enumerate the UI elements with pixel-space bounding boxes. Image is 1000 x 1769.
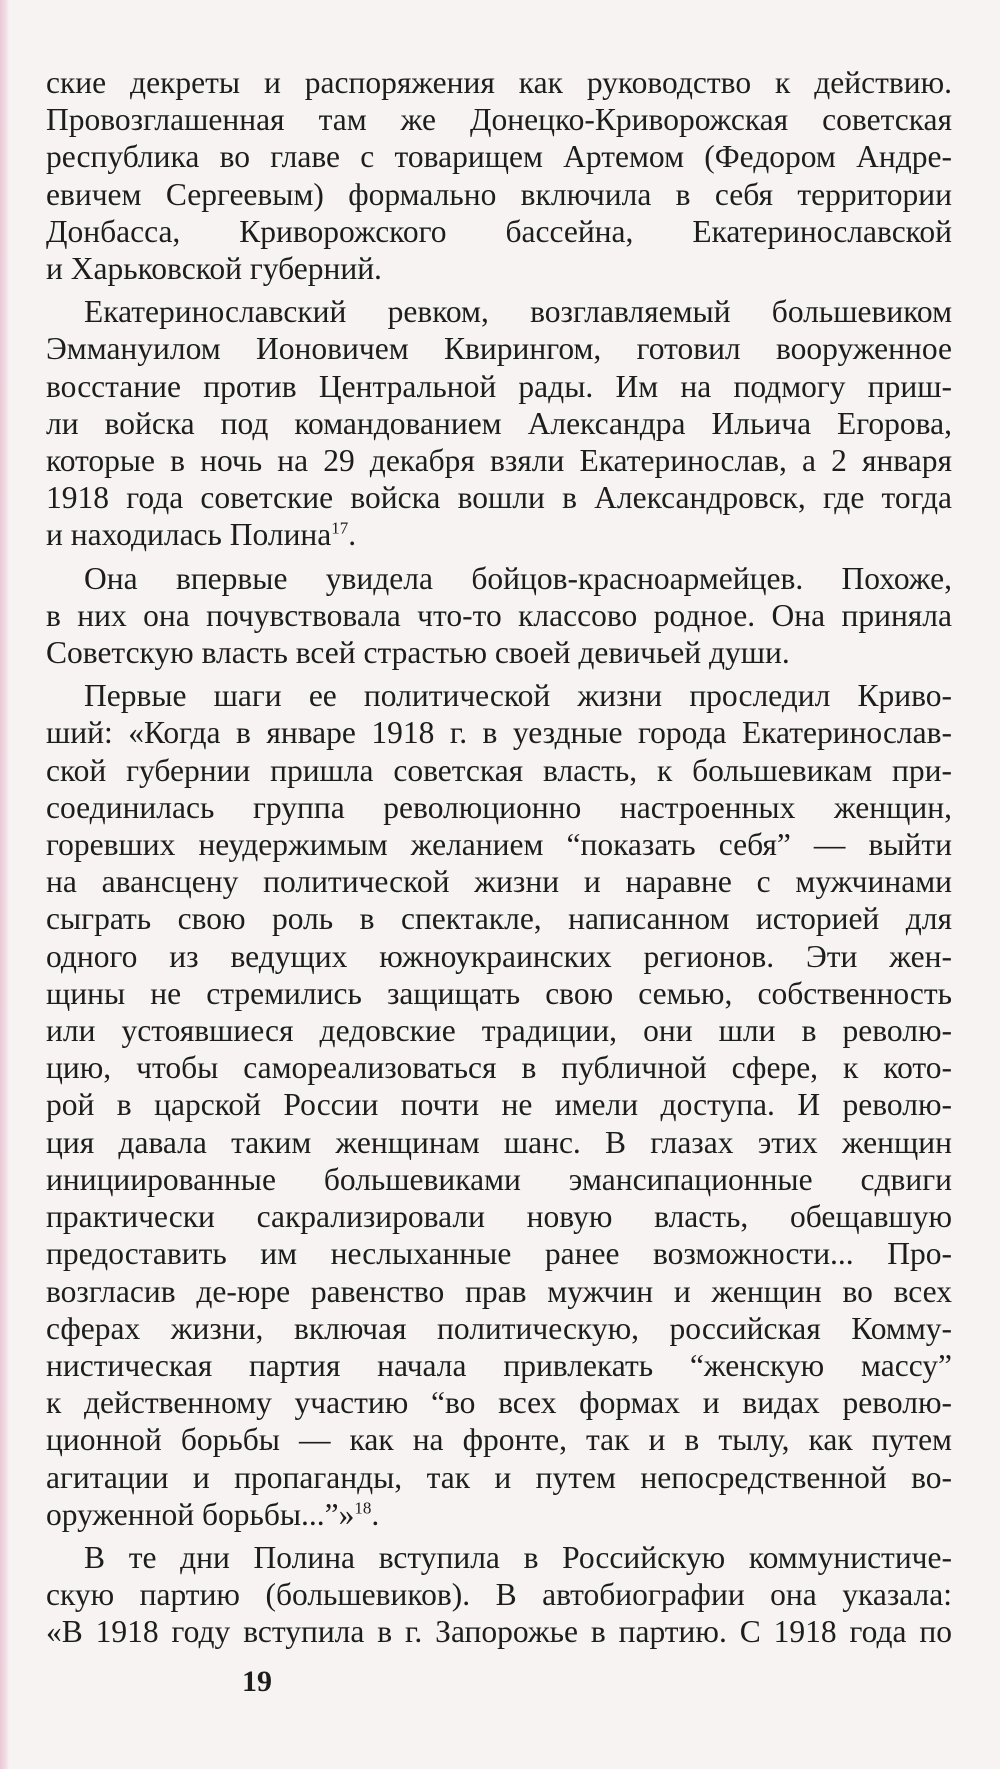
text-line-content: ской губернии пришла советская власть, к большевикам при-	[46, 752, 952, 788]
text-line-content: и находилась Полина	[46, 517, 332, 553]
text-line	[46, 900, 952, 937]
text-line-content: на авансцену политической жизни и наравне с мужчинами	[46, 864, 952, 900]
text-line-content: республика во главе с товарищем Артемом (Федором Андре-	[46, 139, 952, 175]
text-line-content: к действенному участию “во всех формах и видах револю-	[46, 1385, 952, 1421]
text-line-content: ция давала таким женщинам шанс. В глазах этих женщин	[46, 1124, 952, 1160]
text-line	[46, 863, 952, 900]
text-line-content: ли войска под командованием Александра Ильича Егорова,	[46, 405, 952, 441]
text-line	[46, 1347, 952, 1384]
text-line-content: инициированные большевиками эмансипационные сдвиги	[46, 1161, 952, 1197]
text-line	[46, 1613, 952, 1650]
text-line-content: рой в царской России почти не имели доступа. И револю-	[46, 1087, 952, 1123]
text-line-content: 1918 года советские войска вошли в Александровск, где тогда	[46, 480, 952, 516]
text-line-content: Она впервые увидела бойцов-красноармейцев. Похоже,	[84, 560, 952, 596]
text-line-content: Екатеринославский ревком, возглавляемый большевиком	[84, 294, 952, 330]
text-line-content: ший: «Когда в январе 1918 г. в уездные города Екатеринослав-	[46, 715, 952, 751]
text-line	[46, 1576, 952, 1613]
text-line-content: скую партию (большевиков). В автобиографии она указала:	[46, 1577, 952, 1613]
paragraph	[46, 560, 952, 672]
text-line	[46, 516, 952, 553]
text-line	[46, 826, 952, 863]
text-line	[46, 560, 952, 597]
text-line	[46, 138, 952, 175]
page-edge-shadow	[0, 0, 9, 1769]
text-line	[46, 64, 952, 101]
footnote-marker: 18	[354, 1498, 372, 1518]
text-line	[46, 101, 952, 138]
text-line-content: горевших неудержимым желанием “показать себя” — выйти	[46, 827, 952, 863]
text-line-content: или устоявшиеся дедовские традиции, они шли в револю-	[46, 1013, 952, 1049]
text-line-content: «В 1918 году вступила в г. Запорожье в партию. С 1918 года по	[46, 1614, 952, 1650]
text-line	[46, 250, 952, 287]
text-line	[46, 479, 952, 516]
sentence-end: .	[348, 517, 357, 553]
text-line	[46, 1459, 952, 1496]
text-line	[46, 213, 952, 250]
text-line	[46, 677, 952, 714]
text-line	[46, 405, 952, 442]
text-line-content: сферах жизни, включая политическую, российская Комму-	[46, 1310, 952, 1346]
text-line-content: возгласив де-юре равенство прав мужчин и женщин во всех	[46, 1273, 952, 1309]
text-line	[46, 330, 952, 367]
text-line-content: Советскую власть всей страстью своей девичьей души.	[46, 635, 790, 671]
text-line	[46, 442, 952, 479]
text-line-content: восстание против Центральной рады. Им на подмогу приш-	[46, 368, 952, 404]
text-line	[46, 752, 952, 789]
text-line-content: евичем Сергеевым) формально включила в себя территории	[46, 176, 952, 212]
text-line-content: предоставить им неслыханные ранее возможности... Про-	[46, 1236, 952, 1272]
text-line	[46, 1161, 952, 1198]
text-line-content: Провозглашенная там же Донецко-Криворожская советская	[46, 102, 952, 138]
footnote-marker: 17	[331, 518, 349, 538]
text-line	[46, 1384, 952, 1421]
text-line-content: которые в ночь на 29 декабря взяли Екатеринослав, а 2 января	[46, 443, 952, 479]
paragraph	[46, 1539, 952, 1651]
text-line	[46, 1012, 952, 1049]
text-line-content: Донбасса, Криворожского бассейна, Екатеринославской	[46, 213, 952, 249]
paragraph	[46, 64, 952, 287]
text-line	[46, 1049, 952, 1086]
text-line-content: Первые шаги ее политической жизни проследил Криво-	[84, 678, 952, 714]
text-line-content: и Харьковской губерний.	[46, 251, 382, 287]
text-line-content: В те дни Полина вступила в Российскую коммунистиче-	[84, 1539, 952, 1575]
text-line	[46, 1539, 952, 1576]
text-line	[46, 789, 952, 826]
text-line	[46, 1198, 952, 1235]
text-line	[46, 975, 952, 1012]
paragraph	[46, 677, 952, 1533]
text-line-content: агитации и пропаганды, так и путем непосредственной во-	[46, 1459, 952, 1495]
text-line-content: Эммануилом Ионовичем Квирингом, готовил вооруженное	[46, 331, 952, 367]
text-line	[46, 1273, 952, 1310]
text-line-content: нистическая партия начала привлекать “женскую массу”	[46, 1347, 952, 1383]
text-line	[46, 1235, 952, 1272]
text-line-content: цию, чтобы самореализоваться в публичной сфере, к кото-	[46, 1050, 952, 1086]
text-line-content: в них она почувствовала что-то классово родное. Она приняла	[46, 597, 952, 633]
sentence-end: .	[371, 1496, 380, 1532]
paragraph	[46, 293, 952, 553]
text-line-content: щины не стремились защищать свою семью, собственность	[46, 975, 952, 1011]
text-line-content: практически сакрализировали новую власть, обещавшую	[46, 1199, 952, 1235]
text-line-content: ские декреты и распоряжения как руководство к действию.	[46, 65, 952, 100]
text-line-content: соединилась группа революционно настроенных женщин,	[46, 789, 952, 825]
text-line	[46, 1124, 952, 1161]
text-line-content: ционной борьбы — как на фронте, так и в тылу, как путем	[46, 1422, 952, 1458]
text-line-content: одного из ведущих южноукраинских регионов. Эти жен-	[46, 938, 952, 974]
book-page-text	[46, 64, 952, 1657]
text-line	[46, 714, 952, 751]
text-line	[46, 293, 952, 330]
text-line	[46, 1496, 952, 1533]
text-line	[46, 1310, 952, 1347]
page-number: 19	[242, 1665, 272, 1698]
text-line	[46, 368, 952, 405]
text-line	[46, 176, 952, 213]
text-line	[46, 597, 952, 634]
text-line	[46, 1086, 952, 1123]
text-line-content: оруженной борьбы...”»	[46, 1496, 355, 1532]
text-line	[46, 1421, 952, 1458]
text-line	[46, 634, 952, 671]
text-line	[46, 938, 952, 975]
text-line-content: сыграть свою роль в спектакле, написанном историей для	[46, 901, 952, 937]
